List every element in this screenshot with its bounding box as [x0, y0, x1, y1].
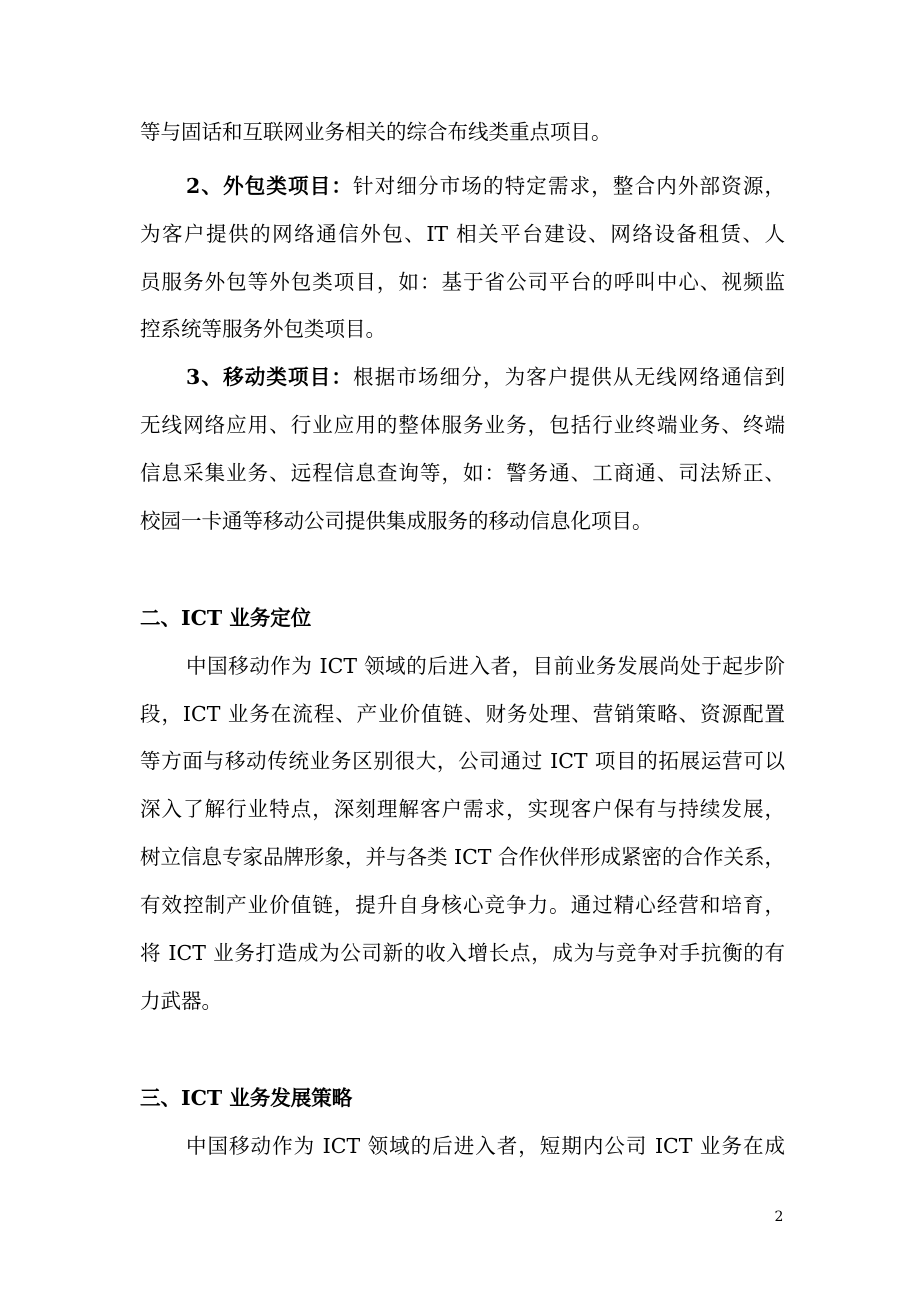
paragraph-line: [186, 171, 785, 201]
paragraph-line: 信息采集业务、远程信息查询等，如：警务通、工商通、司法矫正、: [140, 461, 785, 485]
page-number: 2: [774, 1209, 784, 1225]
paragraph-line: 将 ICT 业务打造成为公司新的收入增长点，成为与竞争对手抗衡的有: [140, 941, 785, 965]
section-heading-positioning: 二、ICT 业务定位: [140, 606, 312, 630]
paragraph-line: 中国移动作为 ICT 领域的后进入者，目前业务发展尚处于起步阶: [186, 654, 785, 678]
paragraph-line: 树立信息专家品牌形象，并与各类 ICT 合作伙伴形成紧密的合作关系，: [140, 845, 785, 869]
paragraph-line: 员服务外包等外包类项目，如：基于省公司平台的呼叫中心、视频监: [140, 270, 785, 294]
section-heading-strategy: 三、ICT 业务发展策略: [140, 1086, 353, 1110]
item-label-outsourcing: 2、外包类项目：: [186, 174, 354, 198]
paragraph-line: 无线网络应用、行业应用的整体服务业务，包括行业终端业务、终端: [140, 413, 785, 437]
item-text: 针对细分市场的特定需求，整合内外部资源，: [353, 174, 785, 198]
paragraph-line: 力武器。: [140, 989, 222, 1013]
paragraph-line: 深入了解行业特点，深刻理解客户需求，实现客户保有与持续发展，: [140, 797, 785, 821]
item-label-mobile: 3、移动类项目：: [186, 365, 354, 389]
paragraph-line: 控系统等服务外包类项目。: [140, 317, 386, 341]
paragraph-line: 校园一卡通等移动公司提供集成服务的移动信息化项目。: [140, 509, 653, 533]
item-text: 根据市场细分，为客户提供从无线网络通信到: [353, 365, 785, 389]
paragraph-line: 中国移动作为 ICT 领域的后进入者，短期内公司 ICT 业务在成: [186, 1134, 785, 1158]
paragraph-line: 段，ICT 业务在流程、产业价值链、财务处理、营销策略、资源配置: [140, 702, 785, 726]
paragraph-line: 有效控制产业价值链，提升自身核心竞争力。通过精心经营和培育，: [140, 893, 785, 917]
paragraph-line: 为客户提供的网络通信外包、IT 相关平台建设、网络设备租赁、人: [140, 222, 785, 246]
paragraph-line: 等方面与移动传统业务区别很大，公司通过 ICT 项目的拓展运营可以: [140, 749, 785, 773]
paragraph-line: 等与固话和互联网业务相关的综合布线类重点项目。: [140, 120, 612, 144]
paragraph-line: [186, 362, 785, 392]
